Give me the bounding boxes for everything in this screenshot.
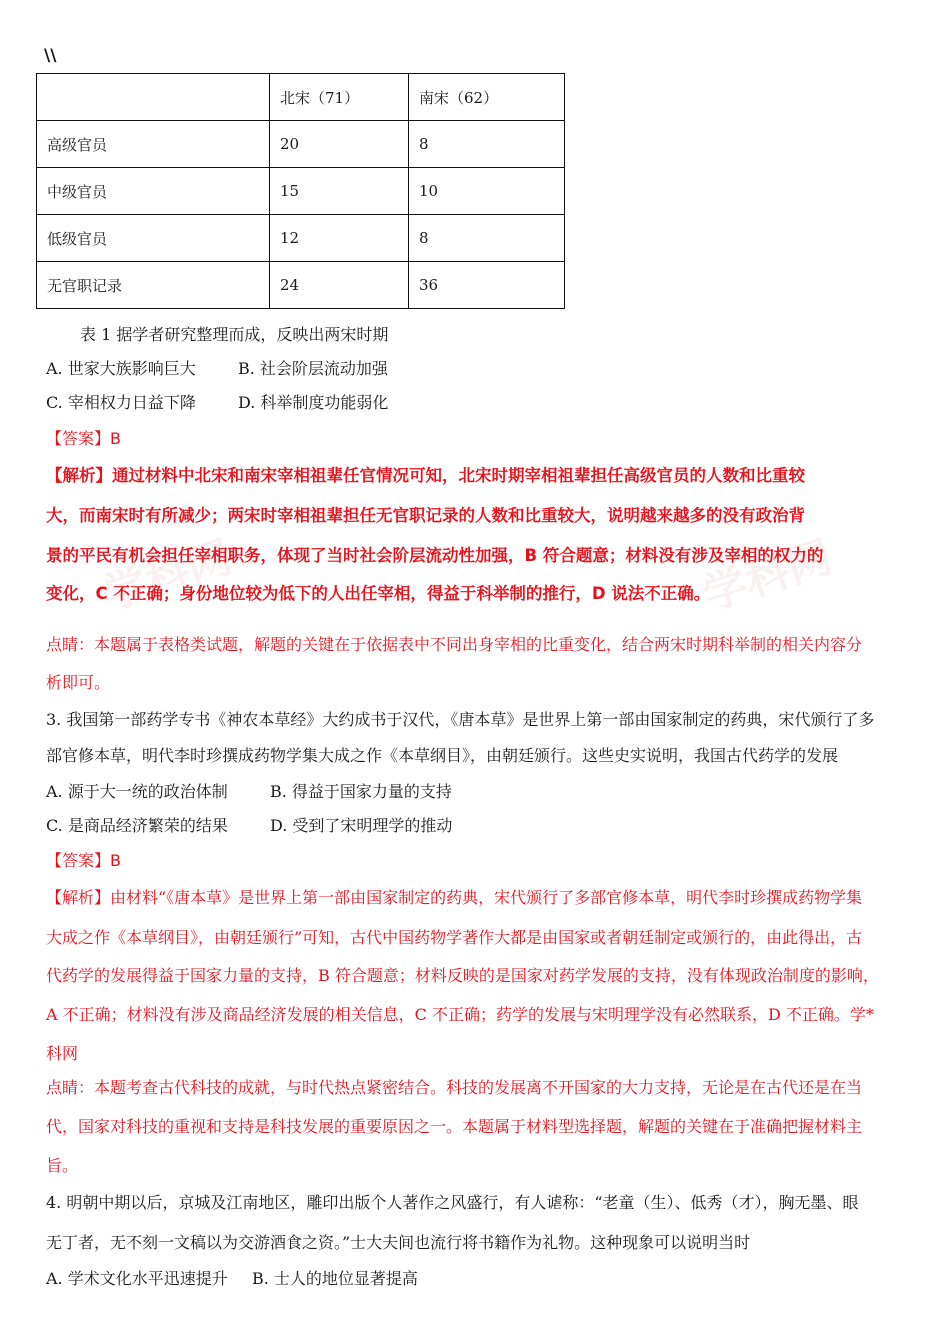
table-row: [37, 168, 565, 215]
table-cell: 高级官员: [37, 121, 270, 168]
table-header-cell: 北宋（71）: [270, 74, 409, 121]
table-header-cell: 南宋（62）: [409, 74, 565, 121]
table-cell: 12: [270, 215, 409, 262]
page-marker: \\: [44, 46, 57, 66]
table-caption: 表 1 据学者研究整理而成，反映出两宋时期: [80, 325, 389, 344]
q3-stem-line: 3. 我国第一部药学专书《神农本草经》大约成书于汉代，《唐本草》是世界上第一部由国家制定的药典，宋代颁行了多: [46, 710, 875, 729]
q2-option-c: C. 宰相权力日益下降: [46, 393, 196, 412]
table-cell: 24: [270, 262, 409, 309]
q3-option-b: B. 得益于国家力量的支持: [270, 782, 452, 801]
q2-option-b: B. 社会阶层流动加强: [238, 359, 388, 378]
q2-tip-line: 析即可。: [46, 673, 111, 692]
table-cell: 20: [270, 121, 409, 168]
q3-stem-line: 部官修本草，明代李时珍撰成药物学集大成之作《本草纲目》，由朝廷颁行。这些史实说明，我国古代药学的发展: [46, 746, 839, 765]
q4-stem-line: 无丁者，无不刻一文稿以为交游酒食之资。”士大夫间也流行将书籍作为礼物。这种现象可以说明当时: [46, 1233, 751, 1252]
q2-analysis-line: 【解析】通过材料中北宋和南宋宰相祖辈任官情况可知，北宋时期宰相祖辈担任高级官员的人数和比重较: [46, 466, 805, 485]
watermark-logo: 学科网: [696, 531, 839, 621]
table-row: [37, 215, 565, 262]
q3-tip-line: 代，国家对科技的重视和支持是科技发展的重要原因之一。本题属于材料型选择题，解题的关键在于准确把握材料主: [46, 1117, 863, 1136]
q2-analysis-line: 变化，C 不正确；身份地位较为低下的人出任宰相，得益于科举制的推行，D 说法不正确。: [46, 584, 711, 603]
q2-option-d: D. 科举制度功能弱化: [238, 393, 389, 412]
q2-answer: 【答案】B: [46, 429, 121, 448]
table-cell: 无官职记录: [37, 262, 270, 309]
q2-analysis-line: 大，而南宋时有所减少；两宋时宰相祖辈担任无官职记录的人数和比重较大，说明越来越多的没有政治背: [46, 506, 805, 525]
table-cell: 15: [270, 168, 409, 215]
q2-tip-line: 点睛：本题属于表格类试题，解题的关键在于依据表中不同出身宰相的比重变化，结合两宋时期科举制的相关内容分: [46, 635, 863, 654]
q3-analysis-line: 科网: [46, 1044, 79, 1063]
q4-option-b: B. 士人的地位显著提高: [252, 1269, 418, 1288]
table-cell: 低级官员: [37, 215, 270, 262]
table-cell: 10: [409, 168, 565, 215]
table-cell: 8: [409, 121, 565, 168]
table-cell: 36: [409, 262, 565, 309]
watermark-logo: 学科网: [96, 531, 239, 621]
table-cell: 中级官员: [37, 168, 270, 215]
q3-analysis-line: A 不正确；材料没有涉及商品经济发展的相关信息，C 不正确；药学的发展与宋明理学没有必然联系，D 不正确。学*: [46, 1005, 874, 1024]
table-row: [37, 262, 565, 309]
table-header-cell: [37, 74, 270, 121]
q4-stem-line: 4. 明朝中期以后，京城及江南地区，雕印出版个人著作之风盛行，有人谑称：“老童（生）、低秀（才），胸无墨、眼: [46, 1193, 859, 1212]
table-row: [37, 121, 565, 168]
q3-tip-line: 旨。: [46, 1156, 79, 1175]
q3-option-a: A. 源于大一统的政治体制: [46, 782, 228, 801]
table-cell: 8: [409, 215, 565, 262]
q2-option-a: A. 世家大族影响巨大: [46, 359, 196, 378]
table-header-row: [37, 74, 565, 121]
q3-analysis-line: 【解析】由材料“《唐本草》是世界上第一部由国家制定的药典，宋代颁行了多部官修本草，明代李时珍撰成药物学集: [46, 888, 863, 907]
q3-option-c: C. 是商品经济繁荣的结果: [46, 816, 228, 835]
q3-option-d: D. 受到了宋明理学的推动: [270, 816, 453, 835]
q3-analysis-line: 代药学的发展得益于国家力量的支持，B 符合题意；材料反映的是国家对药学发展的支持，没有体现政治制度的影响，: [46, 966, 879, 985]
q3-answer: 【答案】B: [46, 851, 121, 870]
q3-tip-line: 点睛：本题考查古代科技的成就，与时代热点紧密结合。科技的发展离不开国家的大力支持，无论是在古代还是在当: [46, 1078, 863, 1097]
q2-analysis-line: 景的平民有机会担任宰相职务，体现了当时社会阶层流动性加强，B 符合题意；材料没有涉及宰相的权力的: [46, 546, 824, 565]
q4-option-a: A. 学术文化水平迅速提升: [46, 1269, 228, 1288]
data-table: [36, 73, 565, 309]
q3-analysis-line: 大成之作《本草纲目》，由朝廷颁行”可知，古代中国药物学著作大都是由国家或者朝廷制定或颁行的，由此得出，古: [46, 928, 863, 947]
